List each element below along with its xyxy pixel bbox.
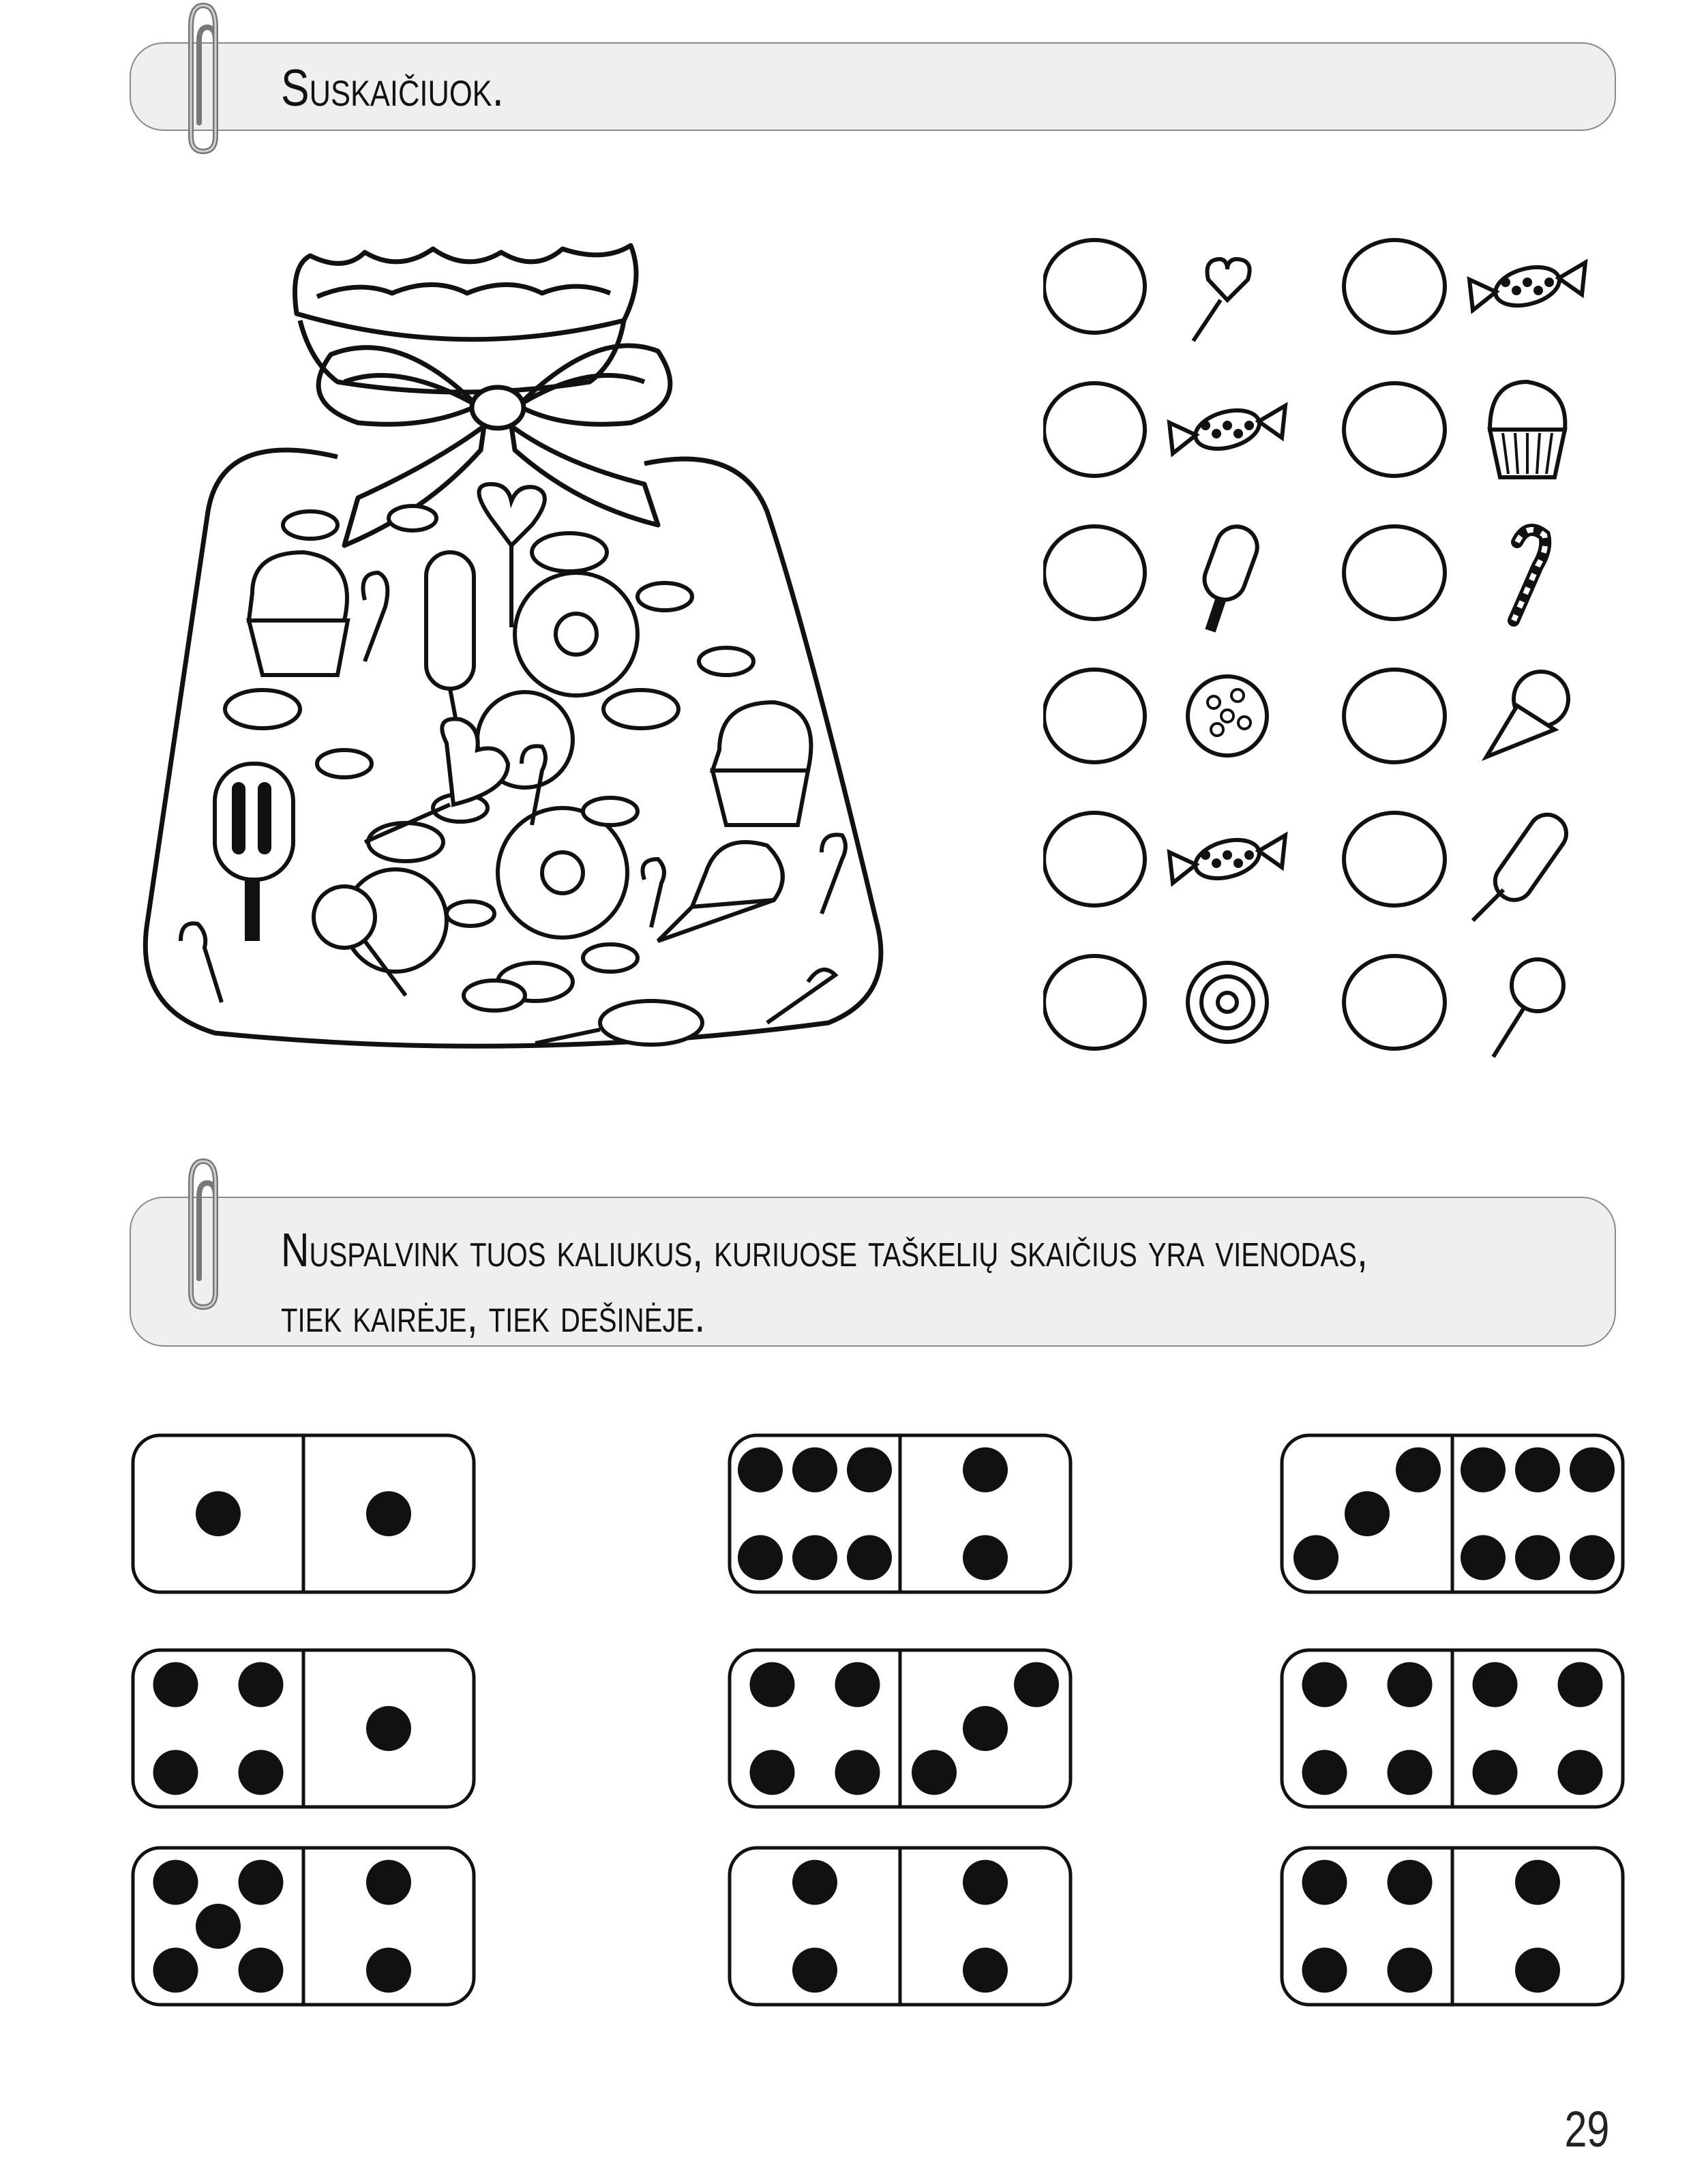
count-item <box>1344 670 1568 762</box>
domino[interactable] <box>133 1848 474 2005</box>
domino-pip <box>1461 1535 1506 1580</box>
domino-pip <box>750 1750 795 1795</box>
cookie-icon <box>1188 676 1267 756</box>
domino[interactable] <box>730 1848 1071 2005</box>
domino-pip <box>1302 1860 1347 1905</box>
domino-pip <box>1515 1535 1560 1580</box>
domino-pip <box>1293 1535 1338 1580</box>
answer-circle[interactable] <box>1344 670 1445 762</box>
domino-pip <box>1396 1448 1441 1493</box>
domino-pip <box>1302 1750 1347 1795</box>
domino-pip <box>1388 1750 1433 1795</box>
domino-pip <box>963 1535 1008 1580</box>
domino-pip <box>963 1448 1008 1493</box>
domino-pip <box>963 1860 1008 1905</box>
polka-dot-candy-icon <box>1469 260 1585 312</box>
domino-pip <box>750 1662 795 1707</box>
popsicle-icon <box>1199 521 1263 631</box>
domino-pip <box>1558 1750 1603 1795</box>
striped-candy-icon <box>1169 833 1285 884</box>
count-grid <box>1043 232 1630 1084</box>
domino-pip <box>1302 1947 1347 1992</box>
answer-circle[interactable] <box>1344 240 1445 333</box>
domino[interactable] <box>1282 1650 1623 1807</box>
domino-pip <box>239 1662 284 1707</box>
candy-bag-illustration <box>140 225 917 1077</box>
heart-lollipop-icon <box>1193 259 1250 341</box>
domino[interactable] <box>730 1435 1071 1592</box>
count-item <box>1044 521 1263 631</box>
count-item <box>1344 240 1585 333</box>
donut-icon <box>1188 963 1267 1042</box>
count-item <box>1344 526 1545 620</box>
count-item <box>1344 382 1565 477</box>
count-item <box>1344 807 1574 921</box>
instruction-banner-count <box>130 42 1616 131</box>
domino-pip <box>239 1947 284 1992</box>
domino-pip <box>239 1750 284 1795</box>
count-item <box>1044 240 1250 341</box>
count-item <box>1044 956 1267 1049</box>
domino[interactable] <box>1282 1435 1623 1592</box>
patterned-candy-icon <box>1169 404 1285 455</box>
domino-pip <box>1302 1662 1347 1707</box>
domino-pip <box>738 1448 783 1493</box>
answer-circle[interactable] <box>1044 526 1145 619</box>
domino[interactable] <box>730 1650 1071 1807</box>
domino-pip <box>153 1750 198 1795</box>
count-item <box>1344 956 1563 1057</box>
domino-pip <box>196 1491 241 1536</box>
domino-pip <box>1388 1662 1433 1707</box>
domino-pip <box>1473 1750 1518 1795</box>
domino-pip <box>1388 1860 1433 1905</box>
candy-cane-icon <box>1514 530 1545 620</box>
answer-circle[interactable] <box>1044 383 1145 476</box>
round-lollipop-icon <box>1493 959 1563 1057</box>
domino-pip <box>847 1535 892 1580</box>
answer-circle[interactable] <box>1044 813 1145 906</box>
exercise1-title: Suskaičiuok. <box>281 59 504 117</box>
domino-pip <box>1558 1662 1603 1707</box>
domino-pip <box>366 1860 411 1905</box>
domino-pip <box>1014 1662 1059 1707</box>
answer-circle[interactable] <box>1044 240 1145 333</box>
domino-pip <box>1388 1947 1433 1992</box>
count-item <box>1044 383 1285 476</box>
domino[interactable] <box>133 1435 474 1592</box>
domino-pip <box>835 1662 880 1707</box>
domino-pip <box>1461 1448 1506 1493</box>
domino-pip <box>366 1491 411 1536</box>
count-item <box>1044 670 1267 762</box>
domino-pip <box>366 1947 411 1992</box>
domino-pip <box>792 1947 837 1992</box>
answer-circle[interactable] <box>1044 956 1145 1049</box>
answer-circle[interactable] <box>1344 526 1445 619</box>
domino-pip <box>366 1706 411 1751</box>
domino-pip <box>1515 1947 1560 1992</box>
domino-right-half <box>366 1491 411 1536</box>
exercise2-title-line1: Nuspalvink tuos kaliukus, kuriuose taškelių skaičius yra vienodas, <box>281 1223 1368 1276</box>
domino-pip <box>738 1535 783 1580</box>
instruction-banner-dominoes <box>130 1197 1616 1347</box>
domino-pip <box>912 1750 957 1795</box>
domino[interactable] <box>1282 1848 1623 2005</box>
count-item <box>1044 813 1285 906</box>
domino[interactable] <box>133 1650 474 1807</box>
domino-pip <box>1570 1448 1615 1493</box>
domino-pip <box>1473 1662 1518 1707</box>
paperclip-icon <box>176 0 230 157</box>
domino-pip <box>835 1750 880 1795</box>
domino-pip <box>1515 1448 1560 1493</box>
domino-pip <box>792 1860 837 1905</box>
domino-pip <box>1570 1535 1615 1580</box>
domino-pip <box>847 1448 892 1493</box>
domino-pip <box>1515 1860 1560 1905</box>
bag-bow <box>318 348 477 425</box>
ice-cream-cone-icon <box>1486 672 1568 757</box>
domino-left-half <box>196 1491 241 1536</box>
answer-circle[interactable] <box>1044 670 1145 762</box>
domino-pip <box>963 1706 1008 1751</box>
domino-pip <box>963 1947 1008 1992</box>
answer-circle[interactable] <box>1344 383 1445 476</box>
answer-circle[interactable] <box>1344 813 1445 906</box>
swirl-lollipop-icon <box>1473 807 1574 921</box>
domino-pip <box>196 1904 241 1949</box>
domino-pip <box>1345 1491 1390 1536</box>
paperclip-icon <box>176 1156 230 1313</box>
exercise2-title-line2: tiek kairėje, tiek dešinėje. <box>281 1289 706 1342</box>
exercise2-title <box>281 1217 1567 1348</box>
domino-pip <box>153 1947 198 1992</box>
domino-pip <box>153 1860 198 1905</box>
domino-pip <box>153 1662 198 1707</box>
domino-right-half <box>366 1706 411 1751</box>
answer-circle[interactable] <box>1344 956 1445 1049</box>
domino-pip <box>792 1535 837 1580</box>
domino-pip <box>792 1448 837 1493</box>
page-number: 29 <box>1564 2101 1609 2157</box>
cupcake-icon <box>1490 382 1565 477</box>
domino-pip <box>239 1860 284 1905</box>
